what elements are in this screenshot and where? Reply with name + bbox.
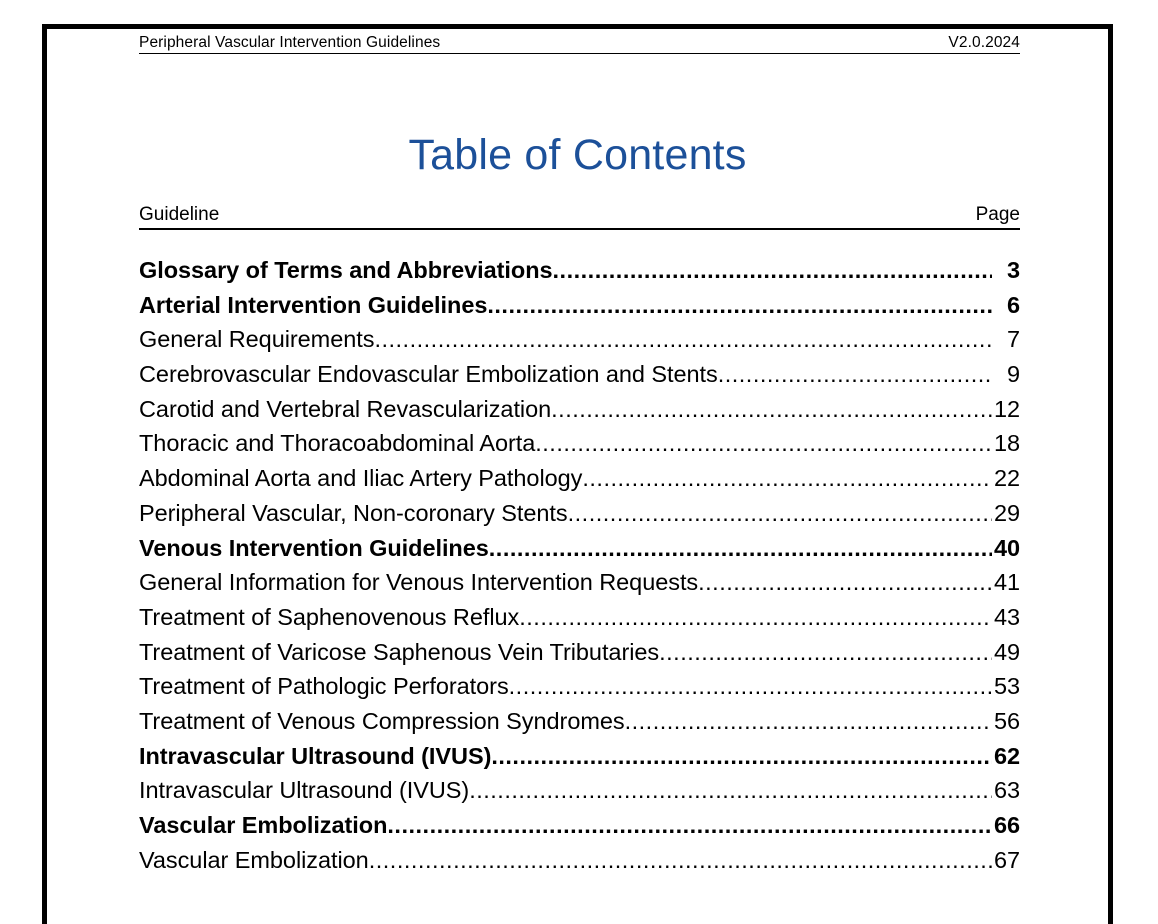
toc-entry-label: Arterial Intervention Guidelines [139, 291, 488, 318]
toc-entry-page-number: 63 [993, 777, 1020, 804]
document-page [42, 24, 1113, 924]
toc-dot-leader [535, 430, 992, 454]
column-header-guideline: Guideline [139, 204, 220, 225]
toc-entry-label: Treatment of Venous Compression Syndromes [139, 707, 625, 734]
toc-dot-leader [698, 569, 992, 593]
toc-entry-label: Cerebrovascular Endovascular Embolization and Stents [139, 361, 718, 388]
toc-entry[interactable] [139, 535, 1020, 570]
toc-column-headers [139, 204, 1020, 230]
toc-dot-leader [509, 673, 992, 697]
toc-entry[interactable] [139, 569, 1020, 604]
toc-entry-label: Thoracic and Thoracoabdominal Aorta [139, 430, 536, 457]
toc-dot-leader [487, 292, 991, 316]
toc-entry-page-number: 12 [993, 395, 1020, 422]
toc-dot-leader [491, 743, 991, 767]
toc-entry-page-number: 22 [993, 465, 1020, 492]
toc-entry-page-number: 62 [993, 742, 1020, 769]
toc-dot-leader [374, 326, 991, 350]
toc-dot-leader [568, 500, 992, 524]
toc-entry-label: General Requirements [139, 326, 375, 353]
toc-entry-label: Peripheral Vascular, Non-coronary Stents [139, 499, 568, 526]
toc-entry-page-number: 53 [993, 673, 1020, 700]
toc-entry[interactable] [139, 812, 1020, 847]
toc-entry[interactable] [139, 743, 1020, 778]
toc-entry[interactable] [139, 430, 1020, 465]
toc-entry[interactable] [139, 708, 1020, 743]
toc-entry-label: Vascular Embolization [139, 812, 388, 838]
toc-entry-page-number: 7 [1006, 326, 1020, 353]
toc-entry-label: Treatment of Varicose Saphenous Vein Tributaries [139, 638, 660, 665]
toc-entry[interactable] [139, 396, 1020, 431]
toc-entry-page-number: 49 [993, 638, 1020, 665]
toc-entry-label: Vascular Embolization [139, 846, 369, 873]
toc-dot-leader [718, 361, 992, 385]
toc-entry-page-number: 41 [993, 569, 1020, 596]
toc-entry-page-number: 29 [993, 499, 1020, 526]
toc-entry-page-number: 40 [993, 534, 1020, 561]
toc-dot-leader [582, 465, 991, 489]
toc-entry-page-number: 9 [1006, 361, 1020, 388]
toc-dot-leader [551, 396, 992, 420]
toc-dot-leader [489, 535, 992, 559]
toc-dot-leader [659, 639, 992, 663]
toc-entry-label: Abdominal Aorta and Iliac Artery Pathology [139, 465, 583, 492]
column-header-page: Page [975, 204, 1020, 225]
page-title: Table of Contents [408, 131, 747, 179]
toc-entry-page-number: 66 [993, 812, 1020, 838]
toc-entry[interactable] [139, 361, 1020, 396]
table-of-contents [139, 257, 1020, 881]
toc-entry-page-number: 67 [993, 846, 1020, 873]
toc-entry[interactable] [139, 500, 1020, 535]
toc-dot-leader [469, 777, 992, 801]
toc-dot-leader [387, 812, 991, 836]
toc-entry-label: Intravascular Ultrasound (IVUS) [139, 742, 492, 769]
toc-entry[interactable] [139, 257, 1020, 292]
running-header [139, 34, 1020, 54]
toc-entry-label: Carotid and Vertebral Revascularization [139, 395, 552, 422]
toc-entry-page-number: 18 [993, 430, 1020, 457]
toc-entry[interactable] [139, 465, 1020, 500]
page-content [47, 29, 1108, 924]
header-version: V2.0.2024 [948, 34, 1020, 51]
toc-dot-leader [625, 708, 992, 732]
toc-entry-label: Venous Intervention Guidelines [139, 534, 489, 561]
toc-entry-label: Treatment of Saphenovenous Reflux [139, 603, 520, 630]
toc-entry[interactable] [139, 777, 1020, 812]
toc-entry-page-number: 43 [993, 603, 1020, 630]
toc-entry-page-number: 3 [1006, 257, 1020, 283]
toc-entry-page-number: 6 [1006, 291, 1020, 318]
toc-entry[interactable] [139, 604, 1020, 639]
header-document-title: Peripheral Vascular Intervention Guidelines [139, 34, 441, 51]
toc-dot-leader [369, 847, 992, 871]
toc-entry[interactable] [139, 326, 1020, 361]
toc-dot-leader [519, 604, 992, 628]
toc-entry-label: General Information for Venous Intervention Requests [139, 569, 699, 596]
toc-entry-label: Intravascular Ultrasound (IVUS) [139, 777, 470, 804]
toc-entry[interactable] [139, 639, 1020, 674]
toc-entry[interactable] [139, 292, 1020, 327]
toc-entry-page-number: 56 [993, 707, 1020, 734]
toc-entry[interactable] [139, 847, 1020, 882]
toc-entry-label: Glossary of Terms and Abbreviations [139, 257, 553, 283]
toc-entry-label: Treatment of Pathologic Perforators [139, 673, 509, 700]
toc-entry[interactable] [139, 673, 1020, 708]
toc-dot-leader [553, 257, 992, 281]
